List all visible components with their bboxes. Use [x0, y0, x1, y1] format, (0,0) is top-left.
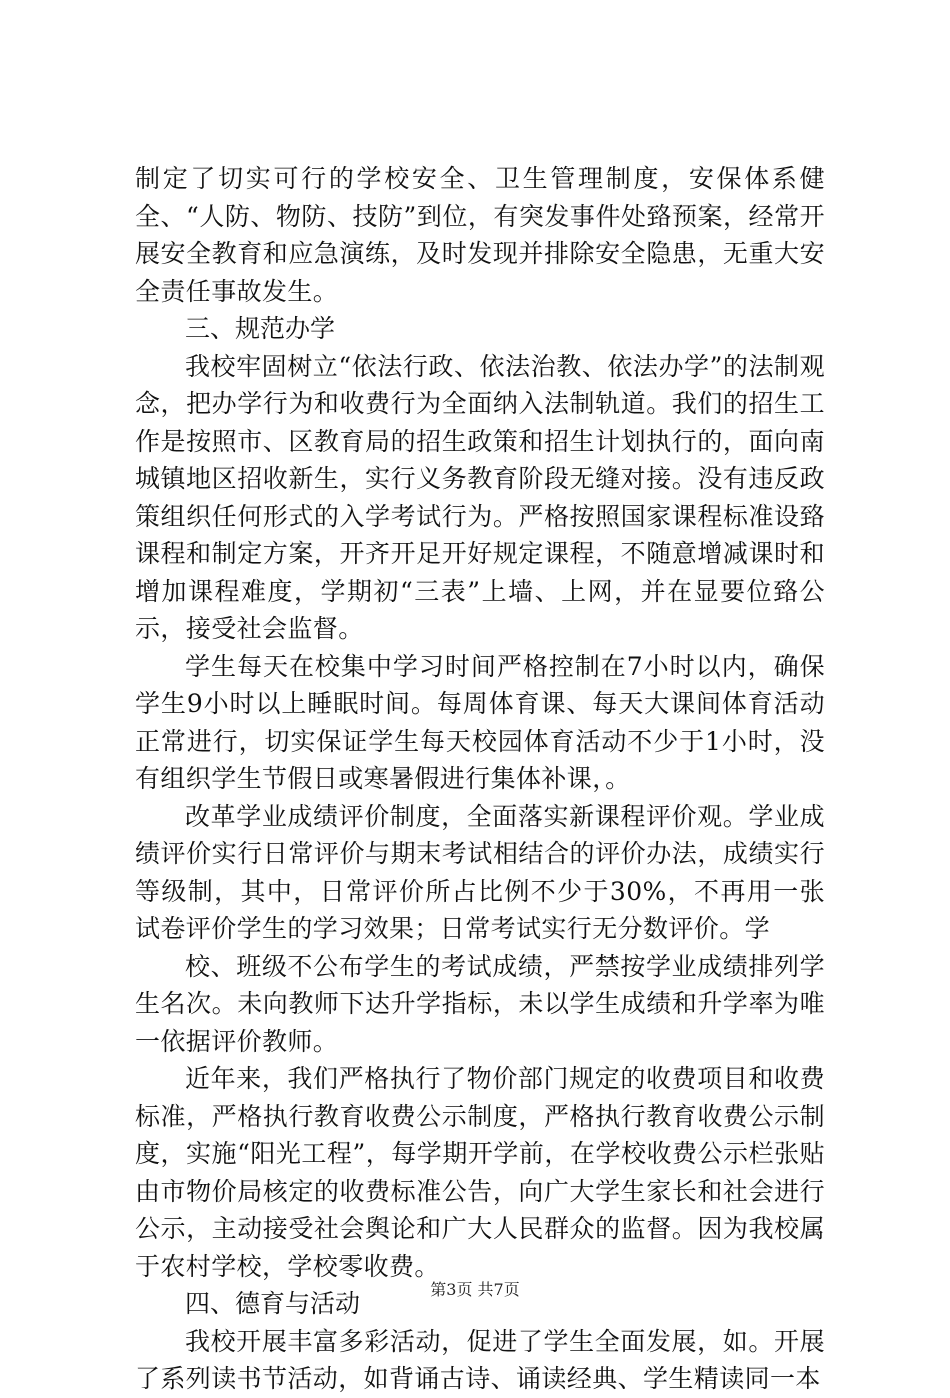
page-number-footer: 第3页 共7页: [430, 1280, 520, 1299]
paragraph-study-time: 学生每天在校集中学习时间严格控制在7小时以内，确保学生9小时以上睡眠时间。每周体育课、每天大课间体育活动正常进行，切实保证学生每天校园体育活动不少于1小时，没有组织学生节假日或寒暑假进行集体补课，。: [135, 651, 825, 793]
paragraph-law-based-schooling: 我校牢固树立“依法行政、依法治教、依法办学”的法制观念，把办学行为和收费行为全面纳入法制轨道。我们的招生工作是按照市、区教育局的招生政策和招生计划执行的，面向南城镇地区招收新生，实行义务教育阶段无缝对接。没有违反政策组织任何形式的入学考试行为。严格按照国家课程标准设臵课程和制定方案，开齐开足开好规定课程，不随意增减课时和增加课程难度，学期初“三表”上墙、上网，并在显要位臵公示，接受社会监督。: [135, 351, 825, 643]
paragraph-fees: 近年来，我们严格执行了物价部门规定的收费项目和收费标准，严格执行教育收费公示制度，严格执行教育收费公示制度，实施“阳光工程”，每学期开学前，在学校收费公示栏张贴由市物价局核定的收费标准公告，向广大学生家长和社会进行公示，主动接受社会舆论和广大人民群众的监督。因为我校属于农村学校，学校零收费。: [135, 1064, 825, 1281]
paragraph-score-ranking: 校、班级不公布学生的考试成绩，严禁按学业成绩排列学生名次。未向教师下达升学指标，未以学生成绩和升学率为唯一依据评价教师。: [135, 951, 825, 1056]
paragraph-safety-continuation: 制定了切实可行的学校安全、卫生管理制度，安保体系健全、“人防、物防、技防”到位，有突发事件处臵预案，经常开展安全教育和应急演练，及时发现并排除安全隐患，无重大安全责任事故发生。: [135, 164, 825, 306]
section-heading-moral-education: 四、德育与活动: [185, 1289, 361, 1318]
document-body: [135, 160, 825, 1398]
section-heading-regulated-schooling: 三、规范办学: [185, 314, 336, 343]
paragraph-activities: 我校开展丰富多彩活动，促进了学生全面发展，如。开展了系列读书节活动，如背诵古诗、诵读经典、学生精读同一本: [135, 1326, 825, 1393]
paragraph-evaluation-reform: 改革学业成绩评价制度，全面落实新课程评价观。学业成绩评价实行日常评价与期末考试相结合的评价办法，成绩实行等级制，其中，日常评价所占比例不少于30%，不再用一张试卷评价学生的学习效果；日常考试实行无分数评价。学: [135, 801, 825, 943]
